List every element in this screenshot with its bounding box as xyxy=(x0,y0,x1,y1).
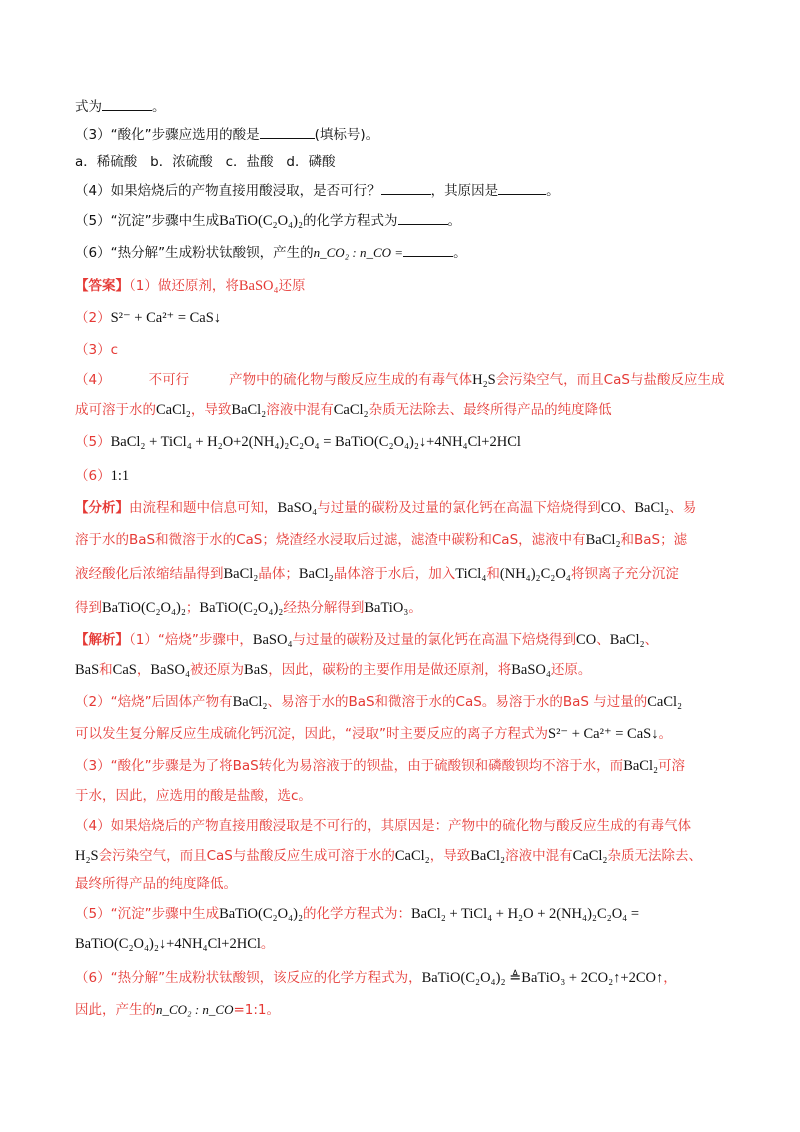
formula: BaCl₂ xyxy=(585,532,621,548)
analysis-text: 液经酸化后浓缩结晶得到 xyxy=(75,566,224,582)
explanation-3-line2 xyxy=(75,786,738,806)
analysis-text: 得到 xyxy=(75,600,102,616)
analysis-text: 。 xyxy=(408,600,422,616)
answer-blank xyxy=(403,242,453,257)
q6-text: （6）“热分解”生成粉状钛酸钡，产生的 xyxy=(75,245,314,261)
q5-text: （5）“沉淀”步骤中生成 xyxy=(75,213,220,229)
explanation-text: 和 xyxy=(99,662,113,678)
answer-2 xyxy=(75,308,738,328)
explanation-6 xyxy=(75,968,738,988)
explanation-text: 被还原为 xyxy=(190,662,245,678)
explanation-label: 【解析】 xyxy=(75,632,129,648)
analysis-text: 由流程和题中信息可知， xyxy=(129,500,278,516)
analysis-text: 和 xyxy=(486,566,500,582)
formula: BaCl₂ + TiCl₄ + H₂O + 2(NH₄)₂C₂O₄ = xyxy=(411,906,640,922)
formula: BaTiO(C₂O₄)₂ xyxy=(199,600,284,616)
a1-suffix: 还原 xyxy=(278,278,306,294)
explanation-4-line2 xyxy=(75,846,738,866)
question-5 xyxy=(75,210,738,231)
analysis-text: 晶体； xyxy=(258,566,299,582)
formula: n_CO₂ : n_CO xyxy=(156,1002,234,1017)
analysis-text: 、易 xyxy=(669,500,697,516)
formula: BaCl₂ xyxy=(232,694,268,710)
explanation-text: 。 xyxy=(260,936,275,952)
explanation-text: 杂质无法除去、 xyxy=(607,848,702,864)
a4-verdict: 不可行 xyxy=(148,372,190,388)
question-3-options xyxy=(75,152,738,172)
q5-formula: BaTiO(C₂O₄)₂ xyxy=(219,213,303,229)
explanation-text: ，因此，碳粉的主要作用是做还原剂，将 xyxy=(268,662,512,678)
a5-prefix: （5） xyxy=(75,434,111,450)
formula: BaTiO₃ xyxy=(364,600,409,616)
q6-end: 。 xyxy=(453,245,467,261)
question-2-tail xyxy=(75,96,738,117)
analysis-line-3 xyxy=(75,564,738,584)
formula: (NH₄)₂C₂O₄ xyxy=(499,566,571,582)
q5-end: 。 xyxy=(447,213,461,229)
formula: BaTiO(C₂O₄)₂↓+4NH₄Cl+2HCl xyxy=(75,936,261,952)
q3-text: （3）“酸化”步骤应选用的酸是 xyxy=(75,127,260,143)
explanation-3 xyxy=(75,756,738,776)
a4-cacl2: CaCl₂ xyxy=(156,402,191,418)
a6-prefix: （6） xyxy=(75,468,111,484)
answer-blank xyxy=(398,210,448,225)
explanation-text: 、 xyxy=(644,632,659,648)
explanation-4 xyxy=(75,816,738,836)
a4-line2-d: 杂质无法除去、最终所得产品的纯度降低 xyxy=(368,402,612,418)
a4-line2-b: ，导致 xyxy=(190,402,232,418)
a2-prefix: （2） xyxy=(75,310,111,326)
explanation-4-line3 xyxy=(75,874,738,894)
formula: CaCl₂ xyxy=(647,694,683,710)
formula: S²⁻ + Ca²⁺ = CaS↓ xyxy=(548,726,659,742)
analysis-text: 和BaS；滤 xyxy=(620,532,688,548)
explanation-text: 、 xyxy=(596,632,610,648)
explanation-text: 最终所得产品的纯度降低。 xyxy=(75,876,237,892)
explanation-2 xyxy=(75,692,738,712)
formula: BaSO₄ xyxy=(511,662,551,678)
explanation-text: （2）“焙烧”后固体产物有 xyxy=(75,694,233,710)
a4-cacl2b: CaCl₂ xyxy=(333,402,369,418)
formula: BaS xyxy=(75,662,100,678)
explanation-text: 的化学方程式为： xyxy=(303,906,411,922)
formula: CO xyxy=(576,632,597,648)
formula: TiCl₄ xyxy=(455,566,487,582)
a5-equation: BaCl₂ + TiCl₄ + H₂O+2(NH₄)₂C₂O₄ = BaTiO(C₂O₄)₂↓+4NH₄Cl+2HCl xyxy=(110,434,521,450)
answer-label: 【答案】 xyxy=(75,278,129,294)
explanation-text: 于水，因此，应选用的酸是盐酸，选c。 xyxy=(75,788,312,804)
formula: BaCl₂ xyxy=(223,566,259,582)
explanation-text: =1:1。 xyxy=(233,1002,281,1018)
answer-5 xyxy=(75,432,738,452)
explanation-text: 因此，产生的 xyxy=(75,1002,156,1018)
explanation-1 xyxy=(75,630,738,650)
explanation-text: （3）“酸化”步骤是为了将BaS转化为易溶液于的钡盐，由于硫酸钡和磷酸钡均不溶于水，而 xyxy=(75,758,624,774)
a4-bacl2: BaCl₂ xyxy=(231,402,267,418)
q4-text: （4）如果焙烧后的产物直接用酸浸取，是否可行？ xyxy=(75,183,381,199)
q5-suffix: 的化学方程式为 xyxy=(303,213,398,229)
a4-h2s: H₂S xyxy=(472,372,496,388)
explanation-text: （1）“焙烧”步骤中， xyxy=(129,632,253,648)
a4-line2-c: 溶液中混有 xyxy=(266,402,334,418)
explanation-text: 与过量的碳粉及过量的氯化钙在高温下焙烧得到 xyxy=(292,632,577,648)
question-6 xyxy=(75,242,738,263)
explanation-text: ，导致 xyxy=(429,848,471,864)
formula: BaCl₂ xyxy=(634,500,670,516)
answer-3 xyxy=(75,340,738,360)
answer-1 xyxy=(75,276,738,296)
explanation-text: （5）“沉淀”步骤中生成 xyxy=(75,906,220,922)
analysis-text: 晶体溶于水后，加入 xyxy=(333,566,456,582)
formula: BaTiO(C₂O₄)₂ xyxy=(102,600,186,616)
q4-mid: ，其原因是 xyxy=(430,183,499,199)
formula: H₂S xyxy=(75,848,99,864)
q3-suffix: (填标号)。 xyxy=(314,127,380,143)
explanation-text: 可溶 xyxy=(658,758,686,774)
analysis-text: 、 xyxy=(620,500,635,516)
answer-blank xyxy=(260,124,315,139)
a6-value: 1:1 xyxy=(110,468,130,484)
explanation-2-line2 xyxy=(75,724,738,744)
formula: BaCl₂ xyxy=(470,848,506,864)
explanation-text: 溶液中混有 xyxy=(505,848,573,864)
explanation-text: ， xyxy=(663,970,677,986)
analysis-text: 将钡离子充分沉淀 xyxy=(570,566,679,582)
explanation-text: 。 xyxy=(658,726,672,742)
formula: BaCl₂ xyxy=(609,632,645,648)
explanation-text: 还原。 xyxy=(550,662,592,678)
q-tail-text: 式为 xyxy=(75,99,102,115)
a1-formula: BaSO₄ xyxy=(238,278,279,294)
answer-4-line2 xyxy=(75,400,738,420)
q3-options: a．稀硫酸 b．浓硫酸 c．盐酸 d．磷酸 xyxy=(75,154,336,170)
formula: BaTiO(C₂O₄)₂ xyxy=(219,906,303,922)
formula: BaS xyxy=(244,662,269,678)
analysis-text: ； xyxy=(185,600,200,616)
question-4 xyxy=(75,180,738,201)
a4-reason-2: 会污染空气，而且CaS与盐酸反应生成 xyxy=(495,372,725,388)
explanation-5-line2 xyxy=(75,934,738,954)
explanation-6-line2 xyxy=(75,1000,738,1020)
analysis-text: 溶于水的BaS和微溶于水的CaS；烧渣经水浸取后过滤，滤渣中碳粉和CaS，滤液中有 xyxy=(75,532,586,548)
formula: CO xyxy=(600,500,621,516)
a4-line2-a: 成可溶于水的 xyxy=(75,402,156,418)
explanation-text: 可以发生复分解反应生成硫化钙沉淀，因此，“浸取”时主要反应的离子方程式为 xyxy=(75,726,548,742)
explanation-1-line2 xyxy=(75,660,738,680)
explanation-text: 、易溶于水的BaS和微溶于水的CaS。易溶于水的BaS 与过量的 xyxy=(267,694,648,710)
formula: BaSO₄ xyxy=(150,662,191,678)
explanation-text: （6）“热分解”生成粉状钛酸钡，该反应的化学方程式为， xyxy=(75,970,422,986)
q6-ratio: n_CO₂ : n_CO = xyxy=(313,245,404,260)
a3-text: （3）c xyxy=(75,342,119,358)
formula: BaTiO(C₂O₄)₂ ≜BaTiO₃ + 2CO₂↑+2CO↑ xyxy=(421,970,664,986)
analysis-line-1 xyxy=(75,498,738,518)
formula: CaS xyxy=(112,662,137,678)
explanation-text: （4）如果焙烧后的产物直接用酸浸取是不可行的，其原因是：产物中的硫化物与酸反应生成的有毒气体 xyxy=(75,818,692,834)
explanation-5 xyxy=(75,904,738,924)
answer-4 xyxy=(75,370,738,390)
answer-blank xyxy=(102,96,152,111)
formula: BaCl₂ xyxy=(298,566,334,582)
a4-prefix: （4） xyxy=(75,372,111,388)
formula: BaCl₂ xyxy=(623,758,659,774)
answer-blank xyxy=(381,180,431,195)
formula: BaSO₄ xyxy=(277,500,318,516)
formula: BaSO₄ xyxy=(252,632,293,648)
formula: CaCl₂ xyxy=(572,848,608,864)
analysis-text: 经热分解得到 xyxy=(283,600,365,616)
answer-blank xyxy=(498,180,546,195)
a4-reason-1: 产物中的硫化物与酸反应生成的有毒气体 xyxy=(229,372,473,388)
a2-equation: S²⁻ + Ca²⁺ = CaS↓ xyxy=(110,310,222,326)
analysis-line-2 xyxy=(75,530,738,550)
analysis-label: 【分析】 xyxy=(75,500,129,516)
q-tail-end: 。 xyxy=(152,99,166,115)
analysis-line-4 xyxy=(75,598,738,618)
explanation-text: 会污染空气，而且CaS与盐酸反应生成可溶于水的 xyxy=(98,848,395,864)
explanation-text: ， xyxy=(136,662,151,678)
q4-end: 。 xyxy=(546,183,560,199)
question-3 xyxy=(75,124,738,145)
analysis-text: 与过量的碳粉及过量的氯化钙在高温下焙烧得到 xyxy=(317,500,601,516)
a1-prefix: （1）做还原剂，将 xyxy=(129,278,239,294)
formula: CaCl₂ xyxy=(394,848,430,864)
answer-6 xyxy=(75,466,738,486)
